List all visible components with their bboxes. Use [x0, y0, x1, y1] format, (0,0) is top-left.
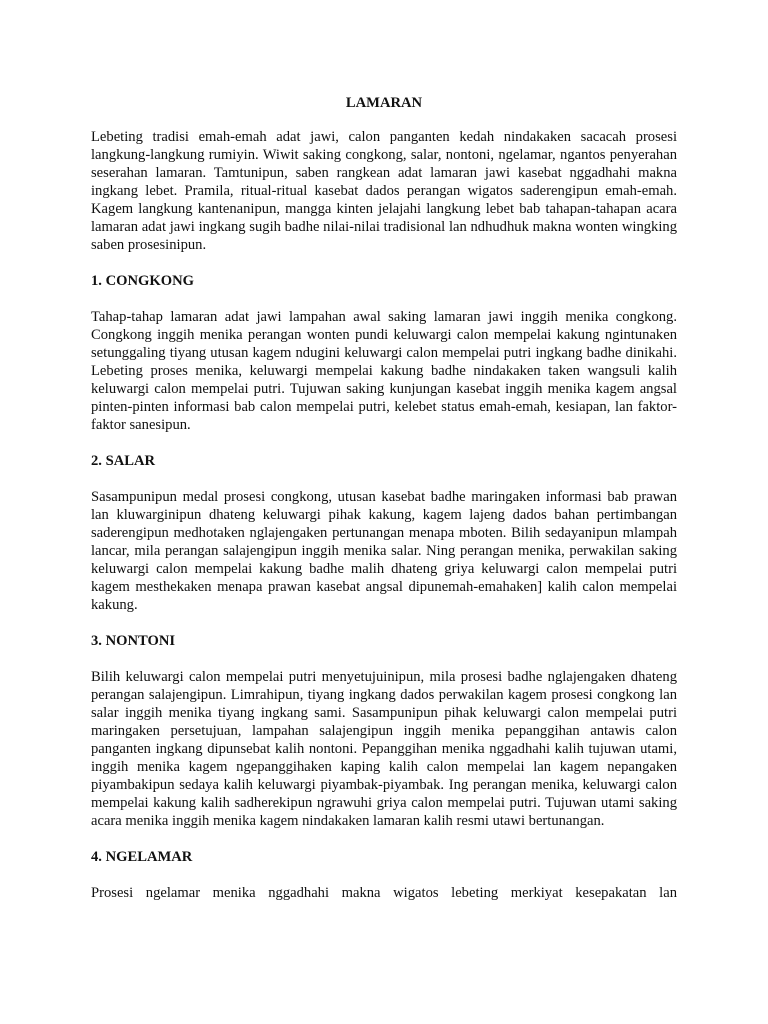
document-content [91, 94, 677, 902]
section-body-ngelamar: Prosesi ngelamar menika nggadhahi makna wigatos lebeting merkiyat kesepakatan lan [91, 885, 677, 901]
section-heading-ngelamar: 4. NGELAMAR [91, 849, 193, 865]
section-body-congkong: Tahap-tahap lamaran adat jawi lampahan awal saking lamaran jawi inggih menika congkong. Congkong inggih menika perangan wonten pundi keluwargi calon mempelai kakung ngintunaken setunggaling tiyang utusan kagem ndugini keluwargi calon mempelai putri ingkang badhe dinikahi. Lebeting proses menika, keluwargi mempelai kakung badhe nindakaken taken wangsuli kalih keluwargi calon mempelai putri. Tujuwan saking kunjungan kasebat inggih menika kagem angsal pinten-pinten informasi bab calon mempelai putri, kelebet status emah-emah, kesiapan, lan faktor-faktor sanesipun. [91, 309, 677, 433]
section-heading-salar: 2. SALAR [91, 453, 156, 469]
section-body-salar: Sasampunipun medal prosesi congkong, utusan kasebat badhe maringaken informasi bab prawan lan kluwarginipun dhateng keluwargi pihak kakung, kagem lajeng dados bahan pertimbangan saderengipun medhotaken nglajengaken pertunangan menapa mboten. Bilih sedayanipun mlampah lancar, mila perangan salajengipun inggih menika salar. Ning perangan menika, perwakilan saking keluwargi calon mempelai kakung badhe malih dhateng griya keluwargi calon mempelai putri kagem mesthekaken menapa prawan kasebat angsal dipunemah-emahaken] kalih calon mempelai kakung. [91, 489, 677, 613]
intro-paragraph: Lebeting tradisi emah-emah adat jawi, calon panganten kedah nindakaken sacacah prosesi langkung-langkung rumiyin. Wiwit saking congkong, salar, nontoni, ngelamar, ngantos penyerahan seserahan lamaran. Tamtunipun, saben rangkean adat lamaran jawi kasebat nggadhahi makna ingkang lebet. Pramila, ritual-ritual kasebat dados perangan wigatos saderengipun emah-emah. Kagem langkung kantenanipun, mangga kinten jelajahi langkung lebet bab tahapan-tahapan acara lamaran adat jawi ingkang sugih badhe nilai-nilai tradisional lan ndhudhuk makna wonten wingking saben prosesinipun. [91, 129, 677, 253]
section-heading-nontoni: 3. NONTONI [91, 633, 176, 649]
document-title: LAMARAN [345, 95, 423, 111]
section-heading-congkong: 1. CONGKONG [91, 273, 194, 289]
section-body-nontoni: Bilih keluwargi calon mempelai putri menyetujuinipun, mila prosesi badhe nglajengaken dhateng perangan salajengipun. Limrahipun, tiyang ingkang dados perwakilan kagem prosesi congkong lan salar inggih menika tiyang ingkang sami. Sasampunipun pihak keluwargi calon mempelai putri maringaken persetujuan, lampahan salajengipun inggih menika pepanggihan antawis calon panganten ingkang dipunsebat kalih nontoni. Pepanggihan menika nggadhahi kalih tujuwan utami, inggih menika kagem ngepanggihaken kaping kalih calon mempelai lan kagem nepangaken piyambakipun sedaya kalih keluwargi piyambak-piyambak. Ing perangan menika, keluwargi calon mempelai kakung kalih sadherekipun ngrawuhi griya calon mempelai putri. Tujuwan utami saking acara menika inggih menika kagem nindakaken lamaran kalih resmi utawi bertunangan. [91, 669, 677, 829]
